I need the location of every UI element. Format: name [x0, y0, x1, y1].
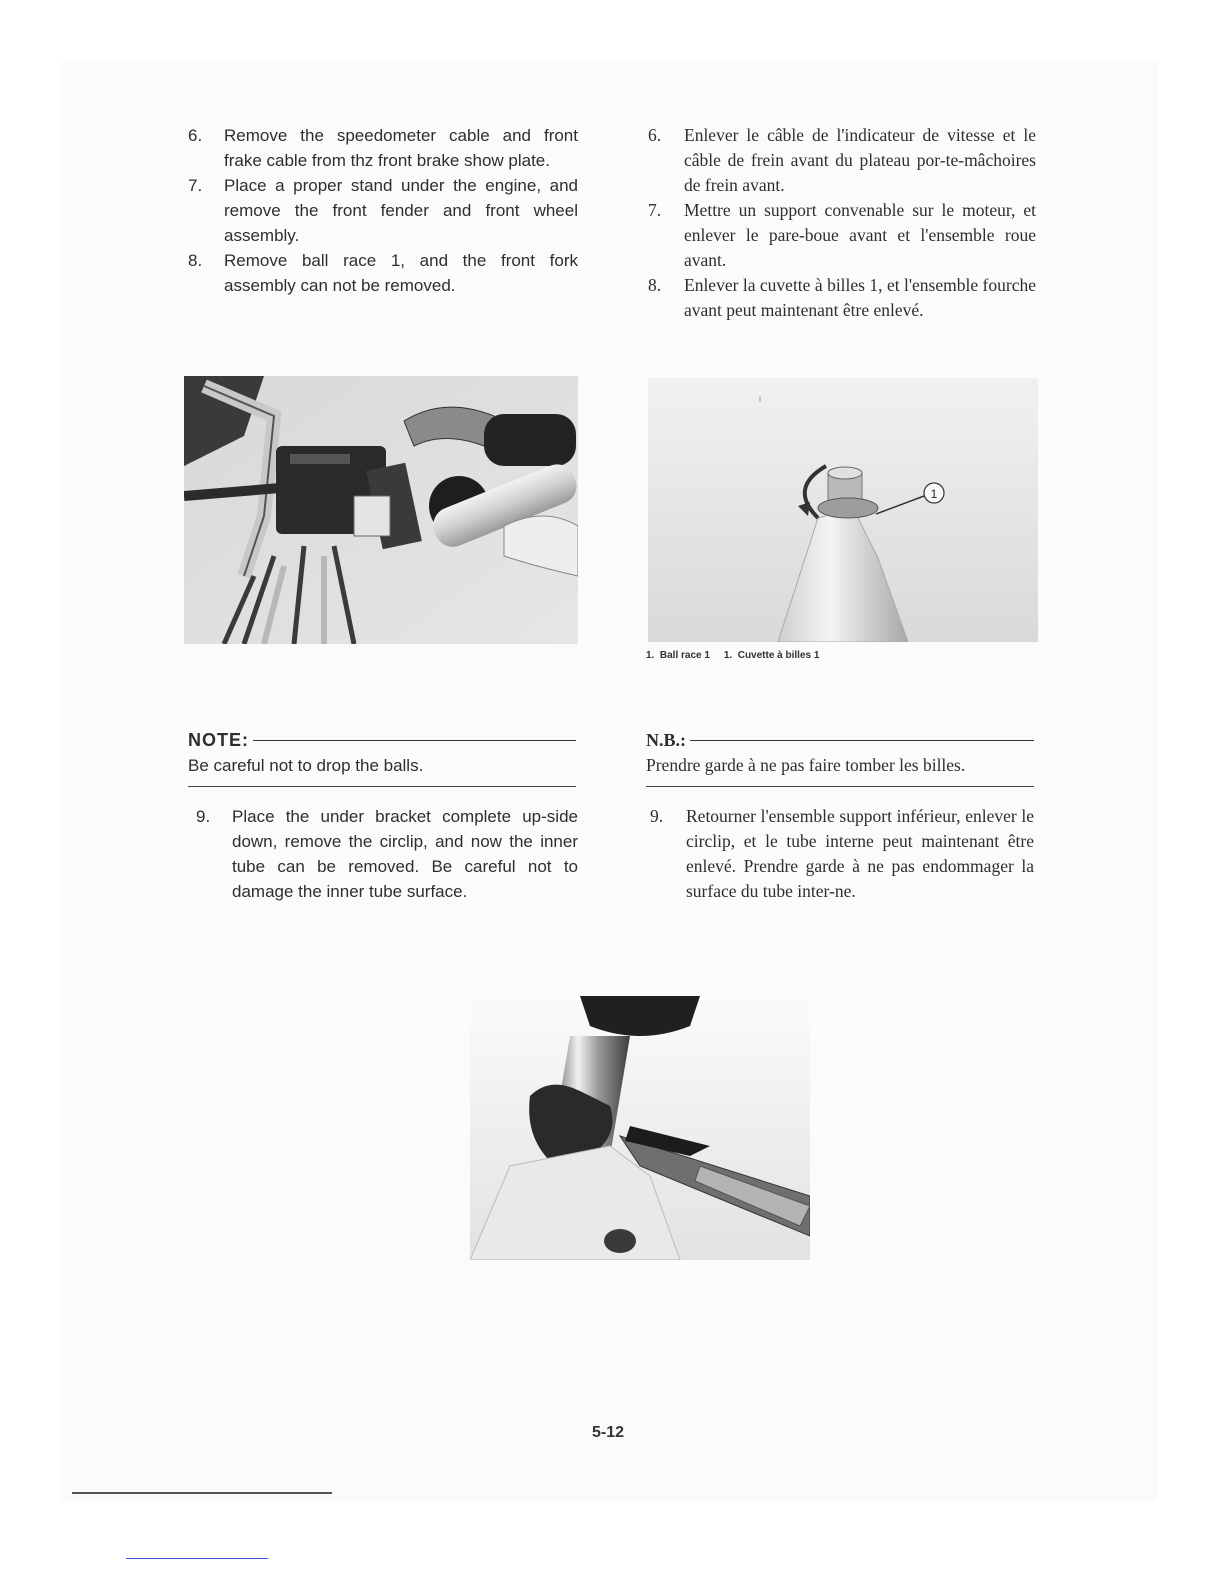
step-text: Place a proper stand under the engine, and remove the front fender and front wheel assembly. — [224, 176, 578, 245]
figure-caption: 1. Ball race 1 1. Cuvette à billes 1 — [646, 650, 820, 661]
english-steps-top — [188, 123, 578, 298]
step-6-fr — [648, 123, 1036, 198]
page-number: 5-12 — [592, 1424, 625, 1441]
note-body — [646, 753, 1034, 787]
ball-race-photo — [648, 378, 1038, 642]
step-number: 7. — [648, 200, 662, 220]
step-number: 7. — [188, 176, 203, 195]
step-text: Enlever le câble de l'indicateur de vitesse et le câble de frein avant du plateau por-te-mâchoires de frein avant. — [684, 125, 1036, 195]
inner-tube-illustration — [470, 996, 810, 1260]
handlebar-photo — [184, 376, 578, 644]
callout-number: 1 — [930, 487, 938, 501]
handlebar-illustration — [184, 376, 578, 644]
step-number: 9. — [196, 807, 211, 826]
note-header — [646, 728, 1034, 753]
step-6-en — [188, 123, 578, 173]
note-label: N.B.: — [646, 730, 686, 750]
step-text: Remove ball race 1, and the front fork assembly can not be removed. — [224, 251, 578, 295]
bottom-rule — [72, 1492, 332, 1494]
step-number: 6. — [648, 125, 662, 145]
bottom-blue-rule — [126, 1558, 268, 1559]
step-text: Remove the speedometer cable and front frake cable from thz front brake show plate. — [224, 126, 578, 170]
step-9-fr — [650, 804, 1034, 904]
note-rule — [690, 740, 1034, 741]
note-label: NOTE: — [188, 730, 249, 750]
step-number: 9. — [650, 806, 664, 826]
step-number: 6. — [188, 126, 203, 145]
ball-race-illustration — [648, 378, 1038, 642]
step-text: Place the under bracket complete up-side down, remove the circlip, and now the inner tube can be removed. Be careful not to damage the inner tube surface. — [232, 807, 578, 901]
step-8-fr — [648, 273, 1036, 323]
note-body — [188, 753, 576, 787]
inner-tube-photo — [470, 996, 810, 1260]
french-steps-top — [648, 123, 1036, 323]
step-number: 8. — [188, 251, 203, 270]
note-text: Prendre garde à ne pas faire tomber les billes. — [646, 755, 966, 775]
step-7-fr — [648, 198, 1036, 273]
step-9-en — [196, 804, 578, 904]
note-header — [188, 728, 576, 753]
note-en — [188, 728, 576, 787]
note-fr — [646, 728, 1034, 787]
note-text: Be careful not to drop the balls. — [188, 756, 424, 775]
step-text: Enlever la cuvette à billes 1, et l'ensemble fourche avant peut maintenant être enlevé. — [684, 275, 1036, 320]
step-7-en — [188, 173, 578, 248]
step-text: Mettre un support convenable sur le moteur, et enlever le pare-boue avant et l'ensemble roue avant. — [684, 200, 1036, 270]
step-number: 8. — [648, 275, 662, 295]
step-8-en — [188, 248, 578, 298]
note-rule — [253, 740, 576, 741]
step-text: Retourner l'ensemble support inférieur, enlever le circlip, et le tube interne peut maintenant être enlevé. Prendre garde à ne pas endommager la surface du tube inter-ne. — [686, 806, 1034, 901]
